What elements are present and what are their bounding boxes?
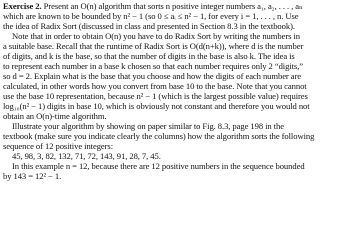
exercise-line-9: calculated, in other words how you convert from base 10 to the base. Note that you cannot: [3, 81, 307, 91]
exercise-line-1: [3, 1, 303, 11]
exercise-line-2: which are known to be bounded by n² − 1 (so 0 ≤ aᵢ ≤ n² − 1, for every i = 1, . . . , n. Use: [3, 11, 299, 21]
exercise-line-3: the idea of Radix Sort (discussed in class and presented in Section 8.3 in the textbook).: [3, 21, 295, 31]
exercise-line-11: log₁₀(n² − 1) digits in base 10, which is obviously not constant and therefore you would not: [3, 101, 310, 111]
exercise-line-7: to represent each number in a base k chosen so that each number requires only 2 “digits,”: [3, 61, 304, 71]
exercise-line-18: by 143 = 12² − 1.: [3, 171, 62, 181]
exercise-line-16: 45, 98, 3, 82, 132, 71, 72, 143, 91, 28, 7, 45.: [12, 151, 161, 161]
exercise-line-12: obtain an O(n)-time algorithm.: [3, 111, 107, 121]
exercise-line-14: textbook (make sure you indicate clearly the columns) how the algorithm sorts the following: [3, 131, 315, 141]
exercise-line-10: use the base 10 representation, because n² − 1 (which is the largest possible value) requires: [3, 91, 308, 101]
exercise-heading: Exercise 2.: [3, 1, 42, 11]
exercise-line-8: so d = 2. Explain what is the base that you choose and how the digits of each number are: [3, 71, 302, 81]
exercise-line-15: sequence of 12 positive integers:: [3, 141, 114, 151]
exercise-line-17: In this example n = 12, because there are 12 positive numbers in the sequence bounded: [12, 161, 305, 171]
exercise-line-1-text: Present an O(n) algorithm that sorts n positive integer numbers a₁, a₂, . . . , aₙ: [43, 1, 303, 11]
exercise-line-6: of digits, and k is the base, so that the number of digits in the base is also k. The idea is: [3, 51, 295, 61]
exercise-line-5: a suitable base. Recall that the runtime of Radix Sort is O(d(n+k)), where d is the number: [3, 41, 304, 51]
exercise-line-13: Illustrate your algorithm by showing on paper similar to Fig. 8.3, page 198 in the: [12, 121, 284, 131]
exercise-line-4: Note that in order to obtain O(n) you have to do Radix Sort by writing the numbers in: [12, 31, 300, 41]
